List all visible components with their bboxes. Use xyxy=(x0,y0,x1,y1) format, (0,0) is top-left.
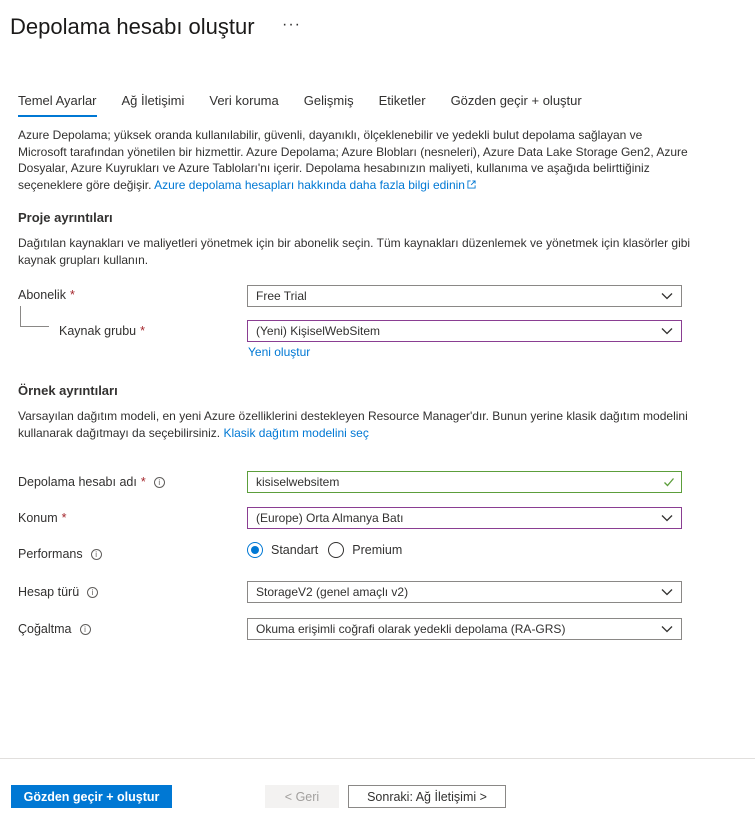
instance-details-paragraph xyxy=(18,408,698,441)
project-details-text: Dağıtılan kaynakları ve maliyetleri yönetmek için bir abonelik seçin. Tüm kaynakları düzenlemek ve yönetmek için klasörler gibi kaynak grupları kullanın. xyxy=(18,236,691,267)
create-new-link[interactable]: Yeni oluştur xyxy=(248,345,311,359)
tab-advanced[interactable]: Gelişmiş xyxy=(303,93,354,108)
account-kind-label-text: Hesap türü xyxy=(18,585,80,599)
standard-radio[interactable] xyxy=(247,542,263,558)
tab-data-protection[interactable]: Veri koruma xyxy=(209,93,279,108)
standard-radio-label: Standart xyxy=(271,543,319,557)
account-kind-value: StorageV2 (genel amaçlı v2) xyxy=(256,585,409,599)
subscription-dropdown[interactable] xyxy=(247,285,682,307)
required-mark: * xyxy=(140,475,146,489)
tab-networking[interactable]: Ağ İletişimi xyxy=(121,93,185,108)
storage-account-name-value: kisiselwebsitem xyxy=(256,475,340,489)
replication-label-text: Çoğaltma xyxy=(18,622,72,636)
tab-basics[interactable]: Temel Ayarlar xyxy=(18,93,97,117)
location-label-text: Konum xyxy=(18,511,58,525)
subscription-label-text: Abonelik xyxy=(18,288,66,302)
review-create-button[interactable]: Gözden geçir + oluştur xyxy=(11,785,172,808)
account-kind-label xyxy=(18,585,98,599)
subscription-label xyxy=(18,288,75,302)
performance-radio-group xyxy=(247,542,402,558)
resource-group-label xyxy=(59,324,145,338)
subscription-value: Free Trial xyxy=(256,289,307,303)
premium-radio[interactable] xyxy=(328,542,344,558)
tab-review-create[interactable]: Gözden geçir + oluştur xyxy=(450,93,582,108)
resource-group-label-text: Kaynak grubu xyxy=(59,324,137,338)
instance-details-heading: Örnek ayrıntıları xyxy=(18,383,118,398)
instance-details-text: Varsayılan dağıtım modeli, en yeni Azure özelliklerini destekleyen Resource Manager'dır. Bunun yerine klasik dağıtım modelini kullanarak dağıtmayı da seçebilirsiniz. xyxy=(18,409,688,440)
chevron-down-icon xyxy=(661,513,673,523)
info-icon[interactable]: i xyxy=(87,587,98,598)
tree-connector xyxy=(20,306,21,326)
replication-value: Okuma erişimli coğrafi olarak yedekli depolama (RA-GRS) xyxy=(256,622,566,636)
resource-group-value: (Yeni) KişiselWebSitem xyxy=(256,324,381,338)
classic-deployment-link[interactable]: Klasik dağıtım modelini seç xyxy=(223,425,369,440)
location-value: (Europe) Orta Almanya Batı xyxy=(256,511,404,525)
chevron-down-icon xyxy=(661,326,673,336)
storage-account-name-input[interactable] xyxy=(247,471,682,493)
more-icon[interactable]: ··· xyxy=(282,16,301,33)
required-mark: * xyxy=(69,288,75,302)
previous-button[interactable]: < Geri xyxy=(265,785,339,808)
storage-account-name-label xyxy=(18,475,165,489)
intro-text: Azure Depolama; yüksek oranda kullanılabilir, güvenli, dayanıklı, ölçeklenebilir ve yedekli bulut depolama sağlayan ve Microsoft tarafından yönetilen bir hizmettir. Azure Depolama; Azure Blobları (nesneleri), Azure Data Lake Storage Gen2, Azure Dosyalar, Azure Kuyrukları ve Azure Tabloları'nı içerir. Depolama hesabınızın maliyeti, kullanıma ve aşağıda belirttiğiniz seçeneklere göre değişir. xyxy=(18,128,688,192)
footer-divider xyxy=(0,758,755,759)
required-mark: * xyxy=(61,511,67,525)
replication-label xyxy=(18,622,91,636)
storage-account-name-label-text: Depolama hesabı adı xyxy=(18,475,137,489)
replication-dropdown[interactable] xyxy=(247,618,682,640)
info-icon[interactable]: i xyxy=(80,624,91,635)
page-title: Depolama hesabı oluştur xyxy=(10,14,255,39)
learn-more-link[interactable]: Azure depolama hesapları hakkında daha fazla bilgi edinin xyxy=(154,177,465,192)
next-button[interactable]: Sonraki: Ağ İletişimi > xyxy=(348,785,506,808)
external-link-icon xyxy=(467,179,476,196)
performance-label-text: Performans xyxy=(18,547,83,561)
tab-bar xyxy=(18,93,607,117)
tree-connector xyxy=(20,326,49,327)
chevron-down-icon xyxy=(661,587,673,597)
performance-label xyxy=(18,547,102,561)
chevron-down-icon xyxy=(661,291,673,301)
location-label xyxy=(18,511,66,525)
resource-group-dropdown[interactable] xyxy=(247,320,682,342)
info-icon[interactable]: i xyxy=(154,477,165,488)
project-details-heading: Proje ayrıntıları xyxy=(18,210,113,225)
account-kind-dropdown[interactable] xyxy=(247,581,682,603)
tab-tags[interactable]: Etiketler xyxy=(378,93,426,108)
premium-radio-label: Premium xyxy=(352,543,403,557)
intro-paragraph xyxy=(18,127,688,195)
chevron-down-icon xyxy=(661,624,673,634)
required-mark: * xyxy=(140,324,146,338)
checkmark-icon xyxy=(663,476,675,488)
info-icon[interactable]: i xyxy=(91,549,102,560)
location-dropdown[interactable] xyxy=(247,507,682,529)
